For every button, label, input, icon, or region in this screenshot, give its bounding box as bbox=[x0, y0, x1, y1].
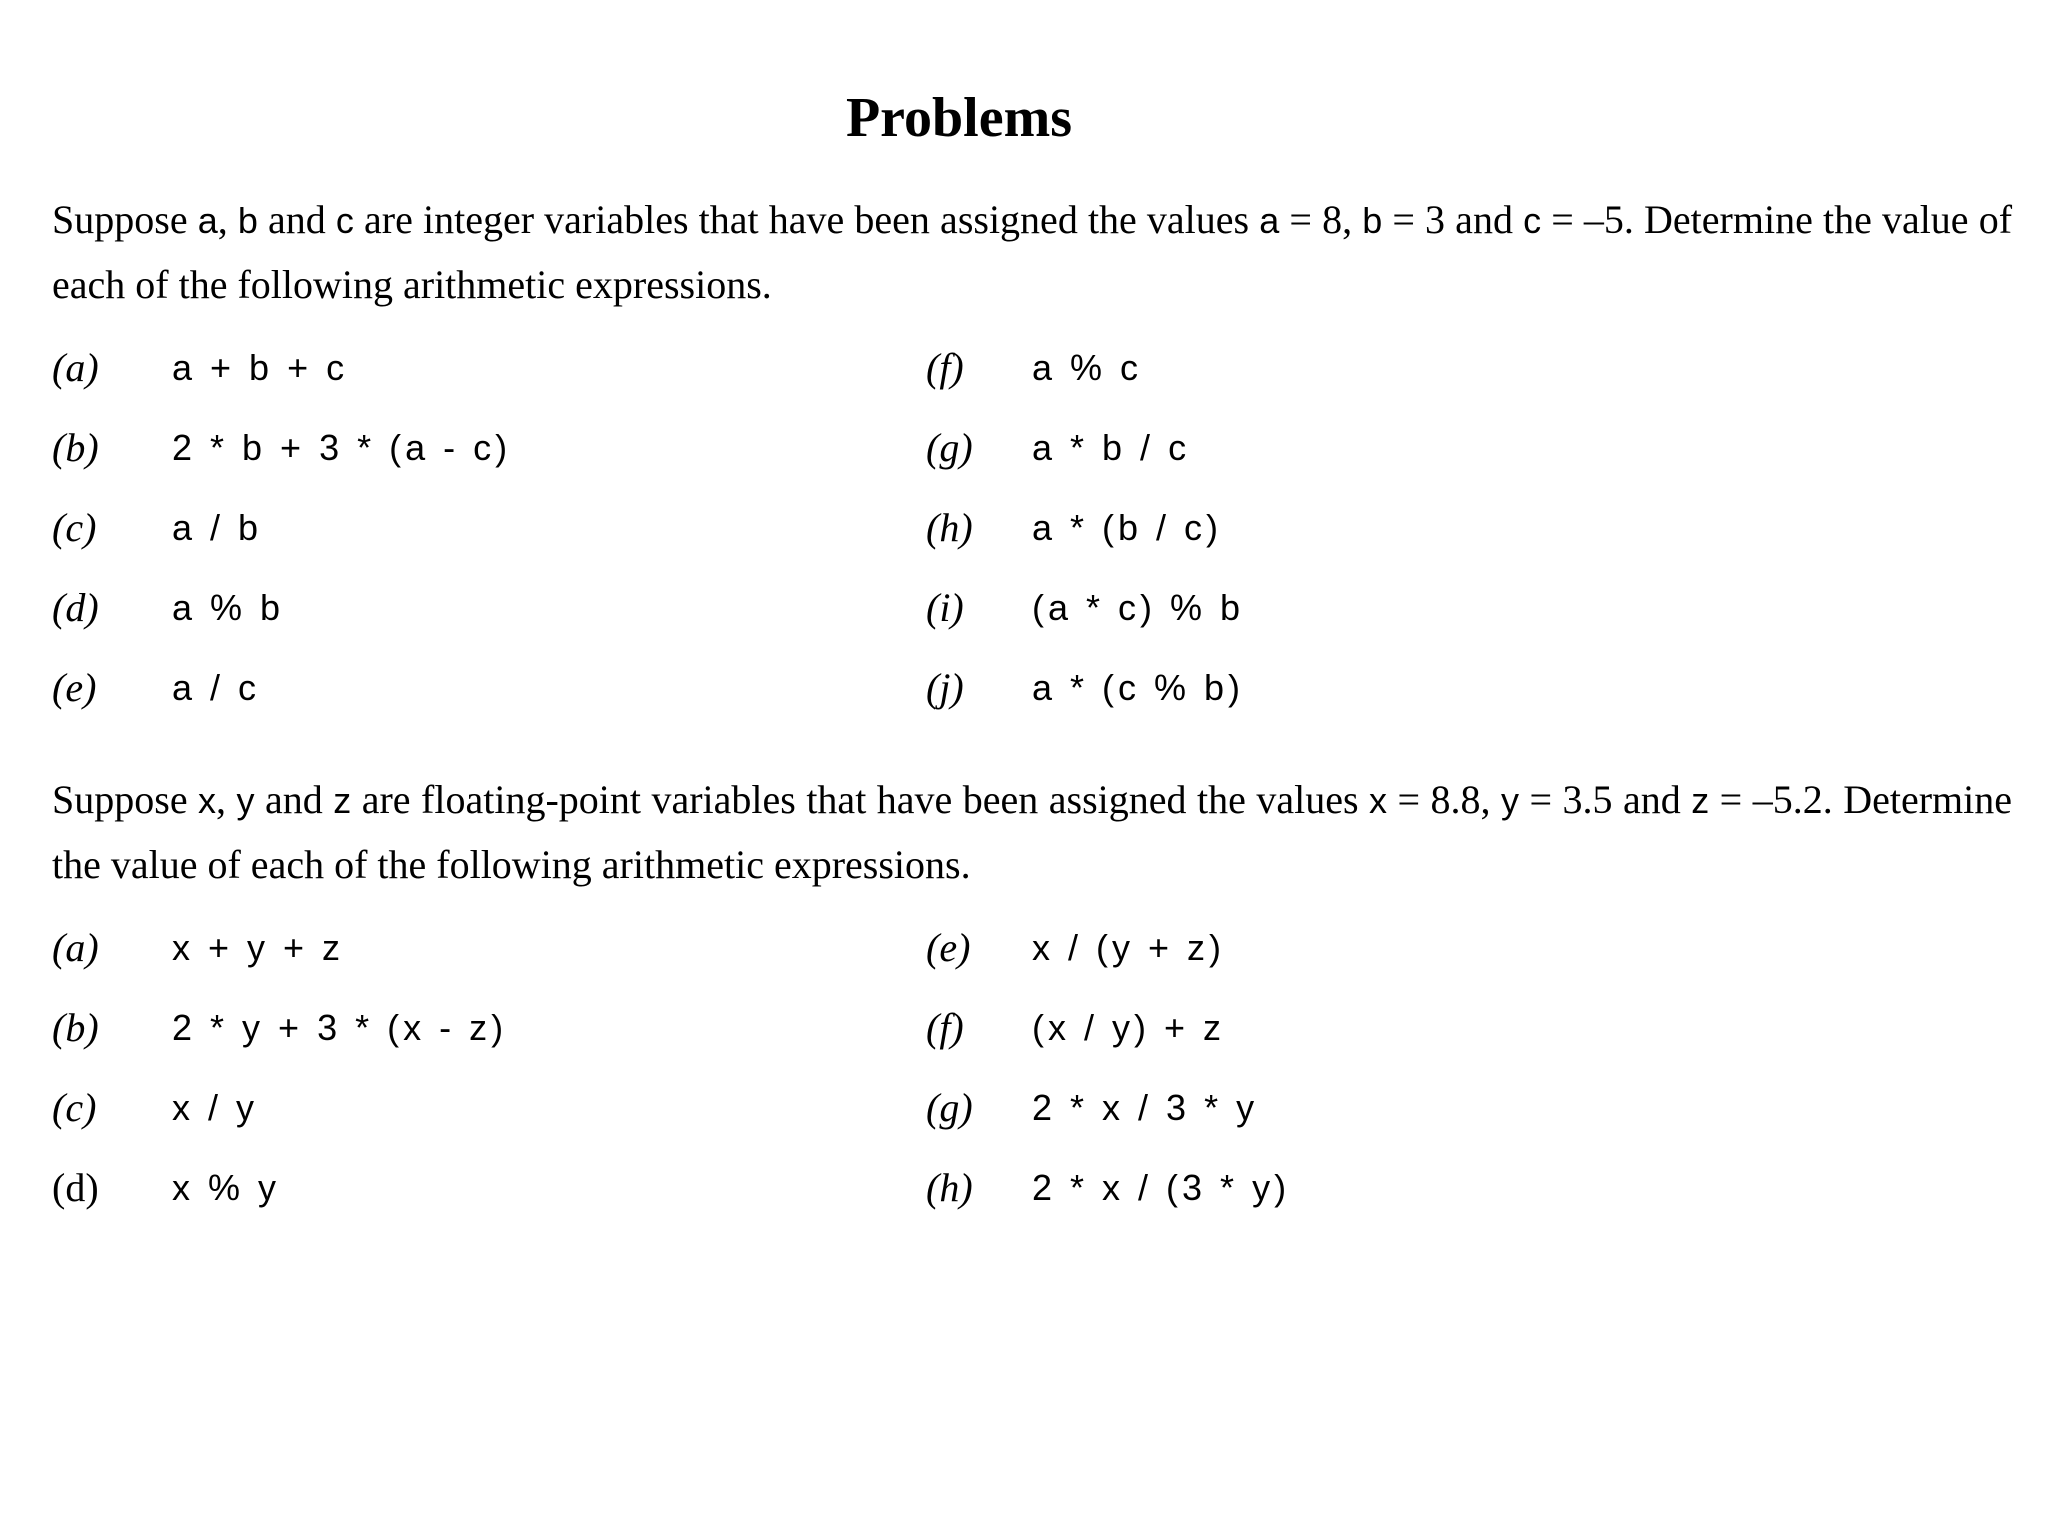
variable-name: x bbox=[198, 780, 217, 821]
intro-text: = 3 and bbox=[1382, 197, 1524, 242]
problem-label: (e) bbox=[926, 925, 971, 970]
variable-name: a bbox=[1259, 200, 1280, 241]
variable-name: y bbox=[1500, 780, 1519, 821]
section2-intro bbox=[52, 768, 2012, 897]
problem-label: (b) bbox=[52, 425, 99, 470]
problem-expression: (a * c) % b bbox=[1032, 587, 1245, 628]
problem-label: (c) bbox=[52, 1085, 97, 1130]
intro-text: , bbox=[216, 777, 237, 822]
variable-name: b bbox=[237, 200, 258, 241]
variable-name: z bbox=[333, 780, 352, 821]
page-title: Problems bbox=[845, 86, 1073, 149]
problem-expression: x / (y + z) bbox=[1032, 927, 1226, 968]
variable-name: c bbox=[335, 200, 354, 241]
problem-label: (g) bbox=[926, 425, 973, 470]
problem-label: (d) bbox=[52, 585, 99, 630]
problem-label: (h) bbox=[926, 1165, 973, 1210]
problem-expression: 2 * b + 3 * (a - c) bbox=[172, 427, 512, 468]
problem-expression: x / y bbox=[172, 1087, 259, 1128]
intro-text: , bbox=[217, 197, 238, 242]
problem-expression: a % b bbox=[172, 587, 285, 628]
variable-name: y bbox=[236, 780, 255, 821]
intro-text: Suppose bbox=[52, 197, 198, 242]
problem-label: (c) bbox=[52, 505, 97, 550]
variable-name: z bbox=[1691, 780, 1710, 821]
problem-label: (g) bbox=[926, 1085, 973, 1130]
problem-expression: a * (b / c) bbox=[1032, 507, 1223, 548]
variable-name: c bbox=[1523, 200, 1542, 241]
problem-label: (a) bbox=[52, 925, 99, 970]
variable-name: x bbox=[1368, 780, 1387, 821]
problem-label: (i) bbox=[926, 585, 964, 630]
problem-expression: a / b bbox=[172, 507, 263, 548]
intro-text: = –5. Determine the value of each of the following arithmetic expressions. bbox=[52, 197, 2013, 307]
problem-label: (j) bbox=[926, 665, 964, 710]
intro-text: are integer variables that have been assigned the values bbox=[353, 197, 1260, 242]
problem-expression: 2 * y + 3 * (x - z) bbox=[172, 1007, 508, 1048]
problem-label: (b) bbox=[52, 1005, 99, 1050]
problem-label: (d) bbox=[52, 1165, 99, 1210]
intro-text: = 8.8, bbox=[1386, 777, 1501, 822]
problem-label: (a) bbox=[52, 345, 99, 390]
problem-expression: a % c bbox=[1032, 347, 1143, 388]
intro-text: = –5.2. Determine the value of each of the following arithmetic expressions. bbox=[52, 777, 2012, 887]
problem-expression: a * (c % b) bbox=[1032, 667, 1245, 708]
variable-name: a bbox=[197, 200, 218, 241]
problem-expression: a + b + c bbox=[172, 347, 349, 388]
problem-expression: x + y + z bbox=[172, 927, 345, 968]
problem-expression: 2 * x / 3 * y bbox=[1032, 1087, 1259, 1128]
problem-expression: (x / y) + z bbox=[1032, 1007, 1226, 1048]
problem-label: (f) bbox=[926, 345, 964, 390]
intro-text: and bbox=[257, 197, 336, 242]
problem-label: (e) bbox=[52, 665, 97, 710]
intro-text: = 8, bbox=[1279, 197, 1363, 242]
intro-text: and bbox=[254, 777, 334, 822]
section1-intro bbox=[52, 188, 2012, 317]
intro-text: Suppose bbox=[52, 777, 199, 822]
intro-text: are floating-point variables that have been assigned the values bbox=[351, 777, 1369, 822]
problem-label: (f) bbox=[926, 1005, 964, 1050]
problem-expression: x % y bbox=[172, 1167, 281, 1208]
problem-expression: a / c bbox=[172, 667, 261, 708]
variable-name: b bbox=[1362, 200, 1383, 241]
problem-expression: a * b / c bbox=[1032, 427, 1191, 468]
problem-label: (h) bbox=[926, 505, 973, 550]
intro-text: = 3.5 and bbox=[1518, 777, 1692, 822]
problem-expression: 2 * x / (3 * y) bbox=[1032, 1167, 1291, 1208]
